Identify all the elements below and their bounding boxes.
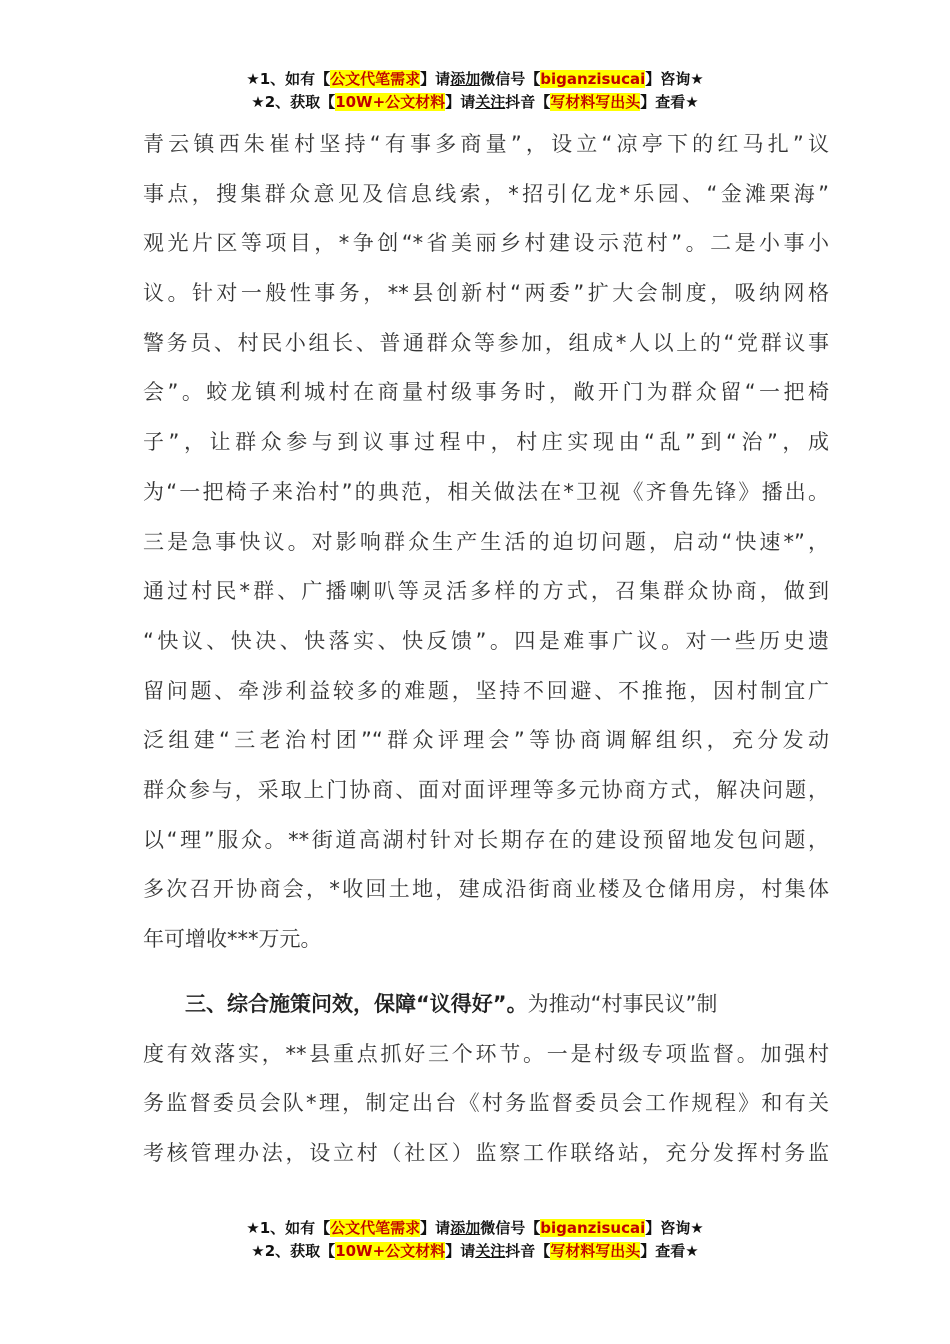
paragraph-line: 会”。蛟龙镇利城村在商量村级事务时，敞开门为群众留“一把椅	[143, 380, 829, 405]
paragraph-line: 事点，搜集群众意见及信息线索，*招引亿龙*乐园、“金滩栗海”	[143, 181, 829, 206]
highlight-service: 公文代笔需求	[330, 1219, 421, 1237]
highlight-douyin-id: 写材料写出头	[550, 93, 641, 111]
notice-text: 微信号【	[480, 70, 541, 88]
paragraph-line: 考核管理办法，设立村（社区）监察工作联络站，充分发挥村务监	[143, 1141, 829, 1166]
paragraph-line: 以“理”服众。**街道高湖村针对长期存在的建设预留地发包问题，	[143, 827, 829, 852]
paragraph-line: 通过村民*群、广播喇叭等灵活多样的方式，召集群众协商，做到	[143, 579, 829, 604]
notice-text: 】请	[445, 1242, 476, 1260]
paragraph-line: 留问题、牵涉利益较多的难题，坚持不回避、不推拖，因村制宜广	[143, 678, 829, 703]
highlight-wechat-id: biganzisucai	[540, 1219, 646, 1237]
notice-text: ★2、获取【	[251, 93, 336, 111]
heading-continuation: 为推动“村事民议”制	[527, 992, 718, 1016]
paragraph-line: 泛组建“三老治村团”“群众评理会”等协商调解组织，充分发动	[143, 728, 829, 753]
underlined-text: 关注	[475, 93, 506, 111]
highlight-wechat-id: biganzisucai	[540, 70, 646, 88]
notice-text: ★2、获取【	[251, 1242, 336, 1260]
body-paragraph-1	[143, 120, 829, 965]
notice-line-1	[0, 68, 950, 91]
body-paragraph-2	[143, 980, 829, 1179]
highlight-materials: 10W+公文材料	[335, 93, 446, 111]
paragraph-line: 青云镇西朱崔村坚持“有事多商量”，设立“凉亭下的红马扎”议	[143, 132, 829, 156]
notice-text: 抖音【	[505, 93, 551, 111]
notice-text: 】请	[420, 70, 451, 88]
paragraph-last-line: 年可增收***万元。	[143, 927, 322, 951]
paragraph-line: 多次召开协商会，*收回土地，建成沿街商业楼及仓储用房，村集体	[143, 877, 829, 902]
footer-notice	[0, 1217, 950, 1263]
highlight-materials: 10W+公文材料	[335, 1242, 446, 1260]
paragraph-line: 度有效落实，**县重点抓好三个环节。一是村级专项监督。加强村	[143, 1041, 829, 1066]
paragraph-line: 为“一把椅子来治村”的典范，相关做法在*卫视《齐鲁先锋》播出。	[143, 479, 829, 504]
underlined-text: 添加	[450, 1219, 481, 1237]
notice-text: 】查看★	[640, 93, 699, 111]
paragraph-line: 警务员、村民小组长、普通群众等参加，组成*人以上的“党群议事	[143, 330, 829, 355]
notice-text: 】请	[420, 1219, 451, 1237]
underlined-text: 添加	[450, 70, 481, 88]
section-heading-line	[143, 980, 829, 1030]
notice-line-1	[0, 1217, 950, 1240]
notice-text: 】查看★	[640, 1242, 699, 1260]
notice-text: ★1、如有【	[246, 1219, 331, 1237]
notice-text: 抖音【	[505, 1242, 551, 1260]
paragraph-line: 务监督委员会队*理，制定出台《村务监督委员会工作规程》和有关	[143, 1091, 829, 1116]
notice-line-2	[0, 1240, 950, 1263]
notice-text: ★1、如有【	[246, 70, 331, 88]
notice-text: 微信号【	[480, 1219, 541, 1237]
notice-text: 】咨询★	[645, 1219, 704, 1237]
underlined-text: 关注	[475, 1242, 506, 1260]
header-notice	[0, 68, 950, 114]
highlight-service: 公文代笔需求	[330, 70, 421, 88]
notice-line-2	[0, 91, 950, 114]
paragraph-line: 观光片区等项目，*争创“*省美丽乡村建设示范村”。二是小事小	[143, 231, 829, 256]
highlight-douyin-id: 写材料写出头	[550, 1242, 641, 1260]
notice-text: 】请	[445, 93, 476, 111]
paragraph-line: 议。针对一般性事务，**县创新村“两委”扩大会制度，吸纳网格	[143, 281, 829, 306]
paragraph-line: 子”，让群众参与到议事过程中，村庄实现由“乱”到“治”，成	[143, 430, 829, 455]
paragraph-line: 三是急事快议。对影响群众生产生活的迫切问题，启动“快速*”，	[143, 529, 829, 554]
section-heading: 三、综合施策问效，保障“议得好”。	[185, 992, 528, 1016]
notice-text: 】咨询★	[645, 70, 704, 88]
paragraph-line: “快议、快决、快落实、快反馈”。四是难事广议。对一些历史遗	[143, 628, 829, 653]
paragraph-line: 群众参与，采取上门协商、面对面评理等多元协商方式，解决问题，	[143, 777, 829, 802]
